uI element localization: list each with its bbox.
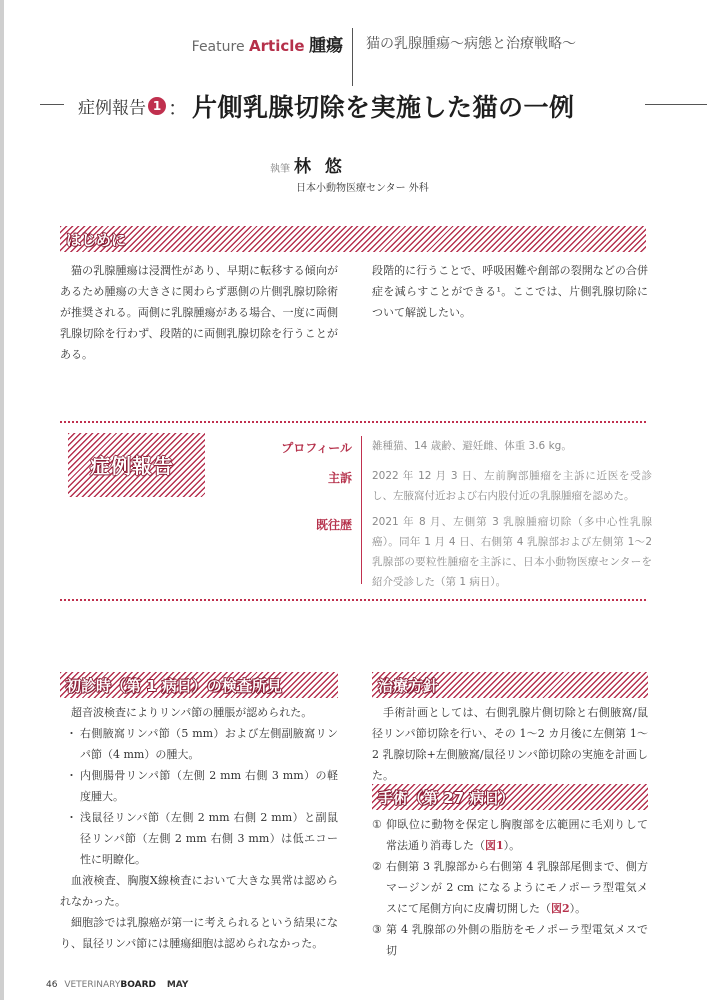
case-value-history: 2021 年 8 月、左側第 3 乳腺腫瘤切除（多中心性乳腺癌）。同年 1 月 4 日、右側第 4 乳腺部および左側第 1〜2 乳腺部の要粒性腫瘤を主訴に、日本小動物医療センターを紹介受診した（第 1 病日）。 (372, 516, 652, 588)
step-number: ③ (372, 923, 382, 936)
exam-item-text: 右側腋窩リンパ節（5 mm）および左側副腋窩リンパ節（4 mm）の腫大。 (80, 727, 338, 761)
title-rule-left (40, 104, 64, 105)
magazine-bold: BOARD (120, 980, 156, 990)
running-header (0, 28, 707, 58)
step-text: 第 4 乳腺部の外側の脂肪をモノポーラ型電気メスで切 (386, 923, 648, 957)
author-label: 執筆 (270, 164, 290, 175)
intro-heading-banner (60, 226, 646, 252)
surgery-heading: 手術（第 27 病日） (378, 789, 515, 807)
case-divider (361, 436, 362, 584)
plan-heading: 治療方針 (378, 677, 439, 695)
case-label-profile: プロフィール (281, 441, 352, 455)
figure-reference[interactable]: 図2 (551, 902, 570, 915)
page-footer (46, 980, 188, 990)
title-text (78, 88, 575, 124)
title-number-badge: 1 (148, 97, 166, 115)
exam-heading: 初診時（第 1 病日）の検査所見 (66, 677, 282, 695)
page-edge (0, 0, 4, 1000)
section-divider-bottom (60, 599, 646, 601)
list-item (372, 856, 648, 919)
exam-intro: 超音波検査によりリンパ節の腫脹が認められた。 (71, 706, 313, 719)
list-item (60, 723, 338, 765)
case-label-complaint: 主訴 (327, 471, 352, 485)
author-affiliation: 日本小動物医療センター 外科 (296, 183, 429, 194)
step-text-end: ）。 (569, 902, 587, 915)
page-number: 46 (46, 980, 58, 990)
case-value-complaint: 2022 年 12 月 3 日、左前胸部腫瘤を主訴に近医を受診し、左腋窩付近および右内股付近の乳腺腫瘤を認めた。 (372, 470, 652, 502)
author-line (270, 152, 346, 177)
feature-word: Feature (191, 39, 245, 55)
article-title (0, 84, 707, 124)
list-item (60, 765, 338, 807)
intro-paragraph-2: 段階的に行うことで、呼吸困難や創部の裂開などの合併症を減らすことができる¹。ここでは、片側乳腺切除について解説したい。 (372, 264, 648, 319)
exam-item-text: 浅鼠径リンパ節（左側 2 mm 右側 2 mm）と副鼠径リンパ節（左側 2 mm 右側 3 mm）は低エコー性に明瞭化。 (80, 811, 338, 866)
section-divider-top (60, 421, 646, 423)
list-item (372, 919, 648, 961)
case-heading: 症例報告 (90, 454, 174, 478)
exam-paragraph-cytology: 細胞診では乳腺癌が第一に考えられるという結果になり、鼠径リンパ節には腫瘍細胞は認められなかった。 (60, 916, 338, 950)
exam-findings (60, 702, 338, 954)
title-label: 症例報告 (78, 98, 146, 119)
article-word: Article (249, 37, 305, 55)
exam-item-text: 内側腸骨リンパ節（左側 2 mm 右側 3 mm）の軽度腫大。 (80, 769, 338, 803)
title-colon: ： (168, 95, 188, 120)
case-heading-box (68, 433, 205, 497)
surgery-heading-banner (372, 784, 648, 810)
exam-heading-banner (60, 672, 338, 698)
bullet-mark: ・ (66, 811, 77, 824)
step-text-end: ）。 (503, 839, 521, 852)
header-subtitle: 猫の乳腺腫瘍〜病態と治療戦略〜 (366, 36, 576, 52)
intro-paragraph-1: 猫の乳腺腫瘍は浸潤性があり、早期に転移する傾向があるため腫瘍の大きさに関わらず悪側の片側乳腺切除術が推奨される。両側に乳腺腫瘍がある場合、一度に両側乳腺切除を行わず、段階的に両側乳腺切除を行うことがある。 (60, 264, 338, 361)
case-value-profile: 雑種猫、14 歳齢、避妊雌、体重 3.6 kg。 (372, 440, 572, 452)
header-divider (352, 28, 353, 86)
title-main: 片側乳腺切除を実施した猫の一例 (192, 93, 575, 122)
topic-word: 腫瘍 (309, 36, 343, 56)
step-text: 右側第 3 乳腺部から右側第 4 乳腺部尾側まで、側方マージンが 2 cm になるようにモノポーラ型電気メスにて尾側方向に皮膚切開した（ (386, 860, 648, 915)
magazine-name (64, 980, 156, 990)
bullet-mark: ・ (66, 769, 77, 782)
feature-label (192, 31, 343, 56)
step-number: ② (372, 860, 382, 873)
plan-heading-banner (372, 672, 648, 698)
list-item (372, 814, 648, 856)
plan-paragraph: 手術計画としては、右側乳腺片側切除と右側腋窩/鼠径リンパ節切除を行い、その 1〜2 カ月後に左側第 1〜2 乳腺切除+左側腋窩/鼠径リンパ節切除の実施を計画した。 (372, 706, 648, 782)
step-number: ① (372, 818, 382, 831)
surgery-steps (372, 814, 648, 961)
exam-paragraph-blood: 血液検査、胸腹X線検査において大きな異常は認められなかった。 (60, 874, 338, 908)
case-label-history: 既往歴 (315, 518, 352, 532)
list-item (60, 807, 338, 870)
issue-month: MAY (166, 980, 189, 990)
magazine-prefix: VETERINARY (64, 980, 121, 990)
title-rule-right (645, 104, 707, 105)
bullet-mark: ・ (66, 727, 77, 740)
step-text: 仰臥位に動物を保定し胸腹部を広範囲に毛刈りして常法通り消毒した（ (386, 818, 648, 852)
author-name: 林 悠 (294, 157, 346, 177)
figure-reference[interactable]: 図1 (485, 839, 504, 852)
intro-heading: はじめに (66, 231, 127, 249)
